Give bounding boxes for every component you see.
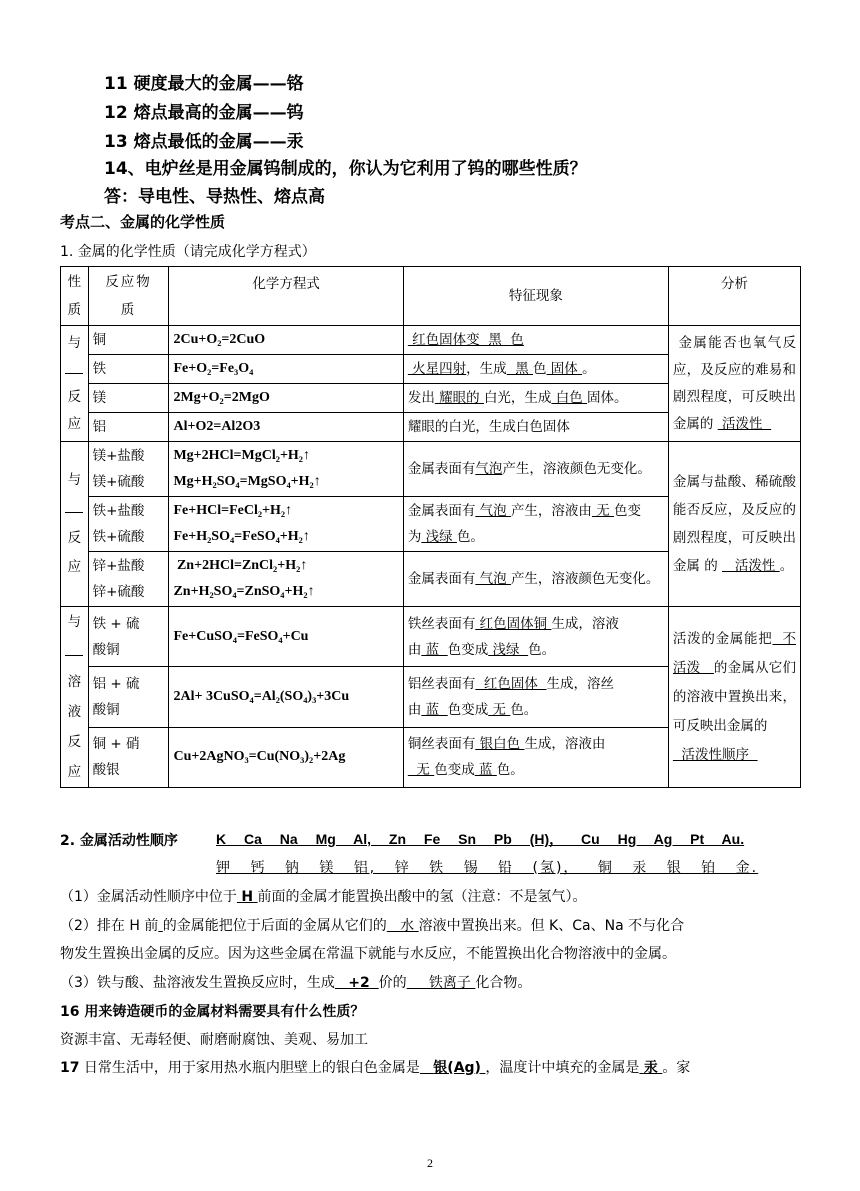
phenomenon-cell: 发出 耀眼的 白光，生成 白色 固体。 bbox=[403, 384, 668, 413]
phenomenon-cell: 金属表面有 气泡 产生，溶液由 无 色变为 浅绿 色。 bbox=[403, 497, 668, 552]
equation-cell: 2Mg+O₂=2MgO bbox=[169, 384, 403, 413]
activity-symbols: K Ca Na Mg Al, Zn Fe Sn Pb (H)， Cu Hg Ag Pt Au. bbox=[216, 831, 745, 847]
equation-cell: 2Cu+O₂=2CuO bbox=[169, 326, 403, 355]
header-reactant: 反应物质 bbox=[88, 267, 169, 326]
reactant-cell: 铝 bbox=[88, 413, 169, 442]
phenomenon-cell: 火星四射，生成 黑 色 固体 。 bbox=[403, 355, 668, 384]
reactant-cell: 铜 + 硝 酸银 bbox=[88, 727, 169, 787]
section-title: 考点二、金属的化学性质 bbox=[60, 213, 226, 231]
reactant-cell: 铁 bbox=[88, 355, 169, 384]
line-11: 11 硬度最大的金属——铬 bbox=[104, 74, 304, 94]
note-2b: 物发生置换出金属的反应。因为这些金属在常温下就能与水反应，不能置换出化合物溶液中的金属。 bbox=[60, 946, 676, 962]
line-12: 12 熔点最高的金属——钨 bbox=[104, 103, 304, 123]
equation-cell: Zn+2HCl=ZnCl₂+H₂↑ Zn+H₂SO₄=ZnSO₄+H₂↑ bbox=[169, 552, 403, 607]
analysis-oxygen: 金属能否也氧气反应，及反应的难易和剧烈程度，可反映出金属的 活泼性 bbox=[668, 326, 800, 442]
phenomenon-cell: 铝丝表面有 红色固体 生成，溶丝由 蓝 色变成 无 色。 bbox=[403, 667, 668, 727]
table-row bbox=[61, 326, 801, 355]
table-row bbox=[61, 607, 801, 667]
group-label-solution: 与 溶 液 反 应 bbox=[61, 607, 89, 788]
page-number: 2 bbox=[427, 1156, 433, 1170]
phenomenon-cell: 耀眼的白光，生成白色固体 bbox=[403, 413, 668, 442]
reactant-cell: 铜 bbox=[88, 326, 169, 355]
answer-16: 资源丰富、无毒轻便、耐磨耐腐蚀、美观、易加工 bbox=[60, 1032, 368, 1048]
phenomenon-cell: 红色固体变 黑 色 bbox=[403, 326, 668, 355]
header-phenomenon: 特征现象 bbox=[403, 267, 668, 326]
equation-cell: Cu+2AgNO₃=Cu(NO₃)₂+2Ag bbox=[169, 727, 403, 787]
group-label-oxygen: 与 反 应 bbox=[61, 326, 89, 442]
reactant-cell: 锌+盐酸 锌+硫酸 bbox=[88, 552, 169, 607]
phenomenon-cell: 铁丝表面有 红色固体铜 生成，溶液由 蓝 色变成 浅绿 色。 bbox=[403, 607, 668, 667]
table-header-row bbox=[61, 267, 801, 326]
equation-cell: Fe+HCl=FeCl₂+H₂↑ Fe+H₂SO₄=FeSO₄+H₂↑ bbox=[169, 497, 403, 552]
answer-14: 答：导电性、导热性、熔点高 bbox=[104, 187, 325, 207]
reactant-cell: 镁 bbox=[88, 384, 169, 413]
question-14: 14、电炉丝是用金属钨制成的，你认为它利用了钨的哪些性质？ bbox=[104, 159, 587, 179]
header-analysis: 分析 bbox=[668, 267, 800, 326]
note-2a: （2）排在 H 前 的金属能把位于后面的金属从它们的 水 溶液中置换出来。但 K、Ca、Na 不与化合 bbox=[60, 918, 685, 934]
metal-properties-table bbox=[60, 266, 801, 788]
reactant-cell: 铁 + 硫 酸铜 bbox=[88, 607, 169, 667]
header-nature: 性质 bbox=[61, 267, 89, 326]
equation-cell: Fe+O₂=Fe₃O₄ bbox=[169, 355, 403, 384]
header-equation: 化学方程式 bbox=[169, 267, 403, 326]
phenomenon-cell: 金属表面有气泡产生，溶液颜色无变化。 bbox=[403, 442, 668, 497]
activity-names: 钾 钙 钠 镁 铝, 锌 铁 锡 铅 (氢)， 铜 汞 银 铂 金. bbox=[216, 860, 759, 876]
phenomenon-cell: 铜丝表面有 银白色 生成，溶液由 无 色变成 蓝 色。 bbox=[403, 727, 668, 787]
reactant-cell: 铝 + 硫 酸铜 bbox=[88, 667, 169, 727]
analysis-acid: 金属与盐酸、稀硫酸能否反应，及反应的剧烈程度，可反映出金属 的 活泼性 。 bbox=[668, 442, 800, 607]
analysis-solution: 活泼的金属能把 不活泼 的金属从它们的溶液中置换出来，可反映出金属的 活泼性顺序 bbox=[668, 607, 800, 788]
subsection-title: 1. 金属的化学性质（请完成化学方程式） bbox=[60, 244, 316, 260]
line-13: 13 熔点最低的金属——汞 bbox=[104, 132, 304, 152]
question-17: 17 日常生活中，用于家用热水瓶内胆壁上的银白色金属是 银(Ag) ，温度计中填充的金属是 汞 。家 bbox=[60, 1060, 691, 1076]
equation-cell: Mg+2HCl=MgCl₂+H₂↑ Mg+H₂SO₄=MgSO₄+H₂↑ bbox=[169, 442, 403, 497]
note-1: （1）金属活动性顺序中位于 H 前面的金属才能置换出酸中的氢（注意：不是氢气）。 bbox=[60, 889, 587, 905]
reactant-cell: 镁+盐酸 镁+硫酸 bbox=[88, 442, 169, 497]
phenomenon-cell: 金属表面有 气泡 产生，溶液颜色无变化。 bbox=[403, 552, 668, 607]
group-label-acid: 与 反 应 bbox=[61, 442, 89, 607]
equation-cell: 2Al+ 3CuSO₄=Al₂(SO₄)₃+3Cu bbox=[169, 667, 403, 727]
question-16: 16 用来铸造硬币的金属材料需要具有什么性质？ bbox=[60, 1004, 365, 1020]
note-3: （3）铁与酸、盐溶液发生置换反应时，生成 +2 价的 铁离子 化合物。 bbox=[60, 975, 532, 991]
reactant-cell: 铁+盐酸 铁+硫酸 bbox=[88, 497, 169, 552]
table-row bbox=[61, 442, 801, 497]
equation-cell: Fe+CuSO₄=FeSO₄+Cu bbox=[169, 607, 403, 667]
equation-cell: Al+O2=Al2O3 bbox=[169, 413, 403, 442]
activity-label: 2. 金属活动性顺序 bbox=[60, 833, 178, 849]
